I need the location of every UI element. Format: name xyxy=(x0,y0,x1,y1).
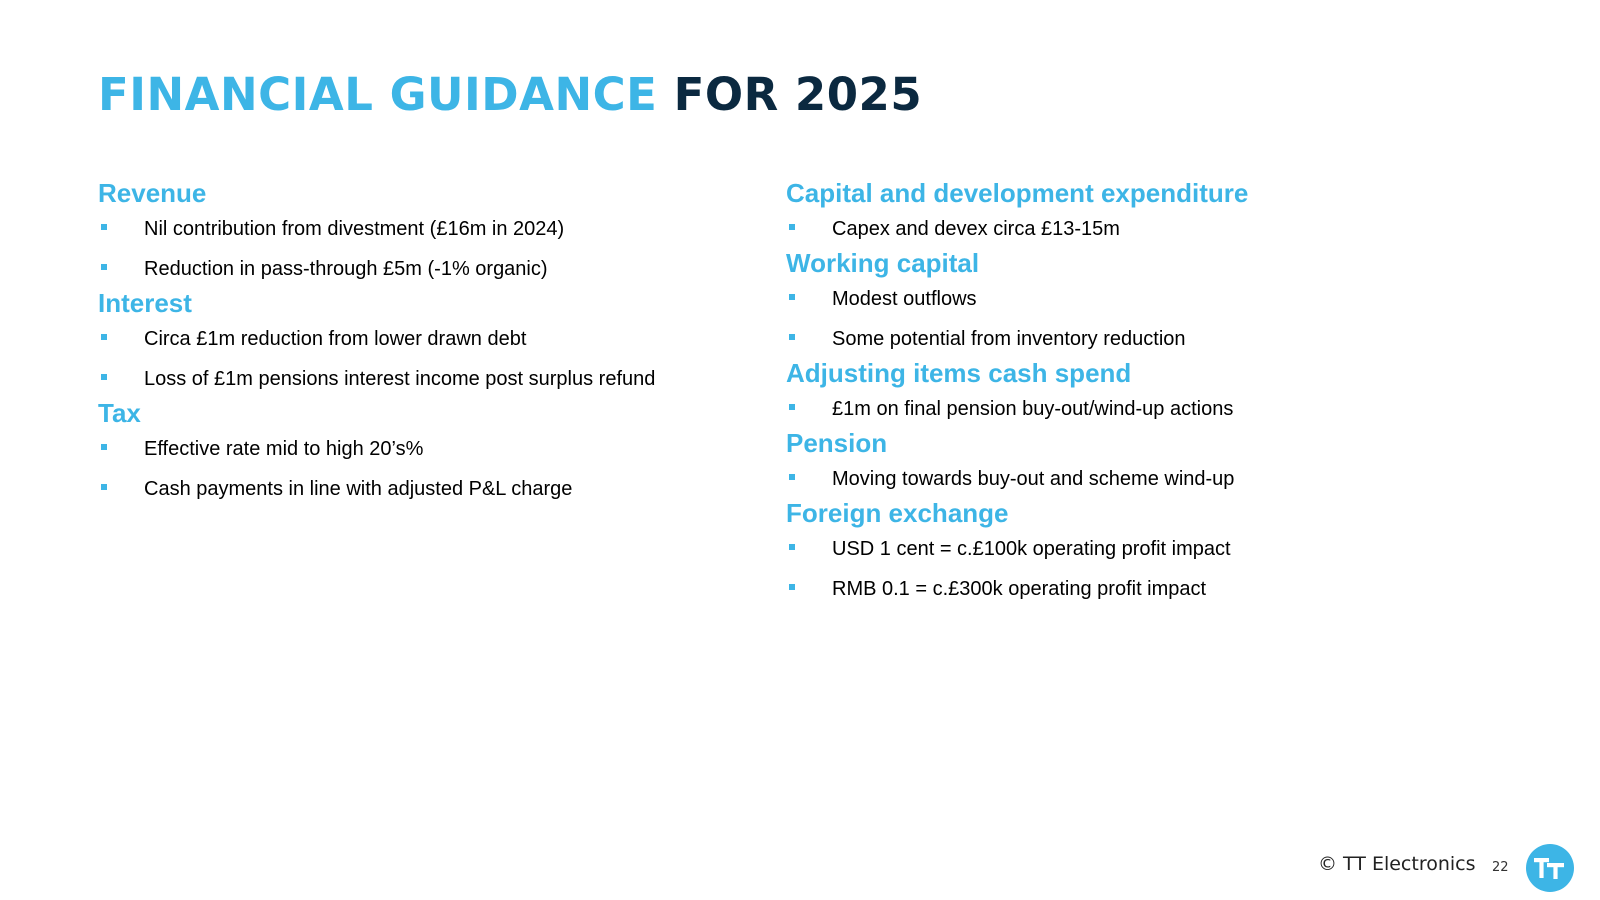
bullet-text: Loss of £1m pensions interest income post surplus refund xyxy=(144,368,656,390)
page-title-accent: FINANCIAL GUIDANCE xyxy=(98,68,658,121)
bullet-item xyxy=(98,436,738,462)
bullet-list xyxy=(786,286,1486,352)
bullet-text: Some potential from inventory reduction xyxy=(832,328,1186,350)
section-capex xyxy=(786,176,1486,242)
bullet-item xyxy=(98,476,738,502)
bullet-list xyxy=(98,216,738,282)
bullet-item xyxy=(98,326,738,352)
section-heading: Revenue xyxy=(98,178,207,208)
bullet-item xyxy=(786,536,1486,562)
bullet-text: Modest outflows xyxy=(832,288,977,310)
bullet-item xyxy=(98,366,738,392)
section-heading: Foreign exchange xyxy=(786,498,1009,528)
section-heading: Capital and development expenditure xyxy=(786,178,1249,208)
section-heading: Interest xyxy=(98,288,192,318)
section-foreign-exchange xyxy=(786,496,1486,602)
square-bullet-icon xyxy=(789,294,795,300)
section-heading: Working capital xyxy=(786,248,980,278)
bullet-text: £1m on final pension buy-out/wind-up actions xyxy=(832,398,1234,420)
bullet-text: Capex and devex circa £13-15m xyxy=(832,218,1120,240)
section-heading: Tax xyxy=(98,398,141,428)
section-adjusting-items xyxy=(786,356,1486,422)
bullet-item xyxy=(98,216,738,242)
bullet-item xyxy=(786,286,1486,312)
page-title xyxy=(98,70,922,120)
bullet-item xyxy=(786,466,1486,492)
section-tax xyxy=(98,396,738,502)
square-bullet-icon xyxy=(789,404,795,410)
right-column xyxy=(786,176,1486,606)
square-bullet-icon xyxy=(789,584,795,590)
section-revenue xyxy=(98,176,738,282)
bullet-list xyxy=(98,326,738,392)
bullet-text: Cash payments in line with adjusted P&L charge xyxy=(144,478,573,500)
bullet-text: USD 1 cent = c.£100k operating profit impact xyxy=(832,538,1231,560)
square-bullet-icon xyxy=(789,334,795,340)
square-bullet-icon xyxy=(789,544,795,550)
page-title-rest: FOR 2025 xyxy=(673,68,923,121)
page-number: 22 xyxy=(1492,860,1509,875)
square-bullet-icon xyxy=(101,224,107,230)
bullet-text: RMB 0.1 = c.£300k operating profit impact xyxy=(832,578,1207,600)
section-pension xyxy=(786,426,1486,492)
bullet-text: Reduction in pass-through £5m (-1% organic) xyxy=(144,258,548,280)
square-bullet-icon xyxy=(789,474,795,480)
bullet-text: Circa £1m reduction from lower drawn debt xyxy=(144,328,527,350)
bullet-text: Nil contribution from divestment (£16m in 2024) xyxy=(144,218,565,240)
section-heading: Adjusting items cash spend xyxy=(786,358,1132,388)
bullet-item xyxy=(786,576,1486,602)
tt-logo-icon xyxy=(1526,844,1574,892)
section-working-capital xyxy=(786,246,1486,352)
bullet-text: Effective rate mid to high 20’s% xyxy=(144,438,424,460)
square-bullet-icon xyxy=(101,264,107,270)
bullet-list xyxy=(786,216,1486,242)
square-bullet-icon xyxy=(101,444,107,450)
square-bullet-icon xyxy=(789,224,795,230)
left-column xyxy=(98,176,738,506)
bullet-text: Moving towards buy-out and scheme wind-up xyxy=(832,468,1235,490)
section-interest xyxy=(98,286,738,392)
square-bullet-icon xyxy=(101,334,107,340)
copyright-text: © TT Electronics xyxy=(1318,853,1476,875)
tt-logo-mark xyxy=(1533,855,1567,881)
bullet-item xyxy=(786,326,1486,352)
square-bullet-icon xyxy=(101,484,107,490)
bullet-item xyxy=(786,216,1486,242)
section-heading: Pension xyxy=(786,428,888,458)
bullet-list xyxy=(786,466,1486,492)
bullet-list xyxy=(786,396,1486,422)
square-bullet-icon xyxy=(101,374,107,380)
bullet-list xyxy=(786,536,1486,602)
bullet-list xyxy=(98,436,738,502)
bullet-item xyxy=(786,396,1486,422)
bullet-item xyxy=(98,256,738,282)
